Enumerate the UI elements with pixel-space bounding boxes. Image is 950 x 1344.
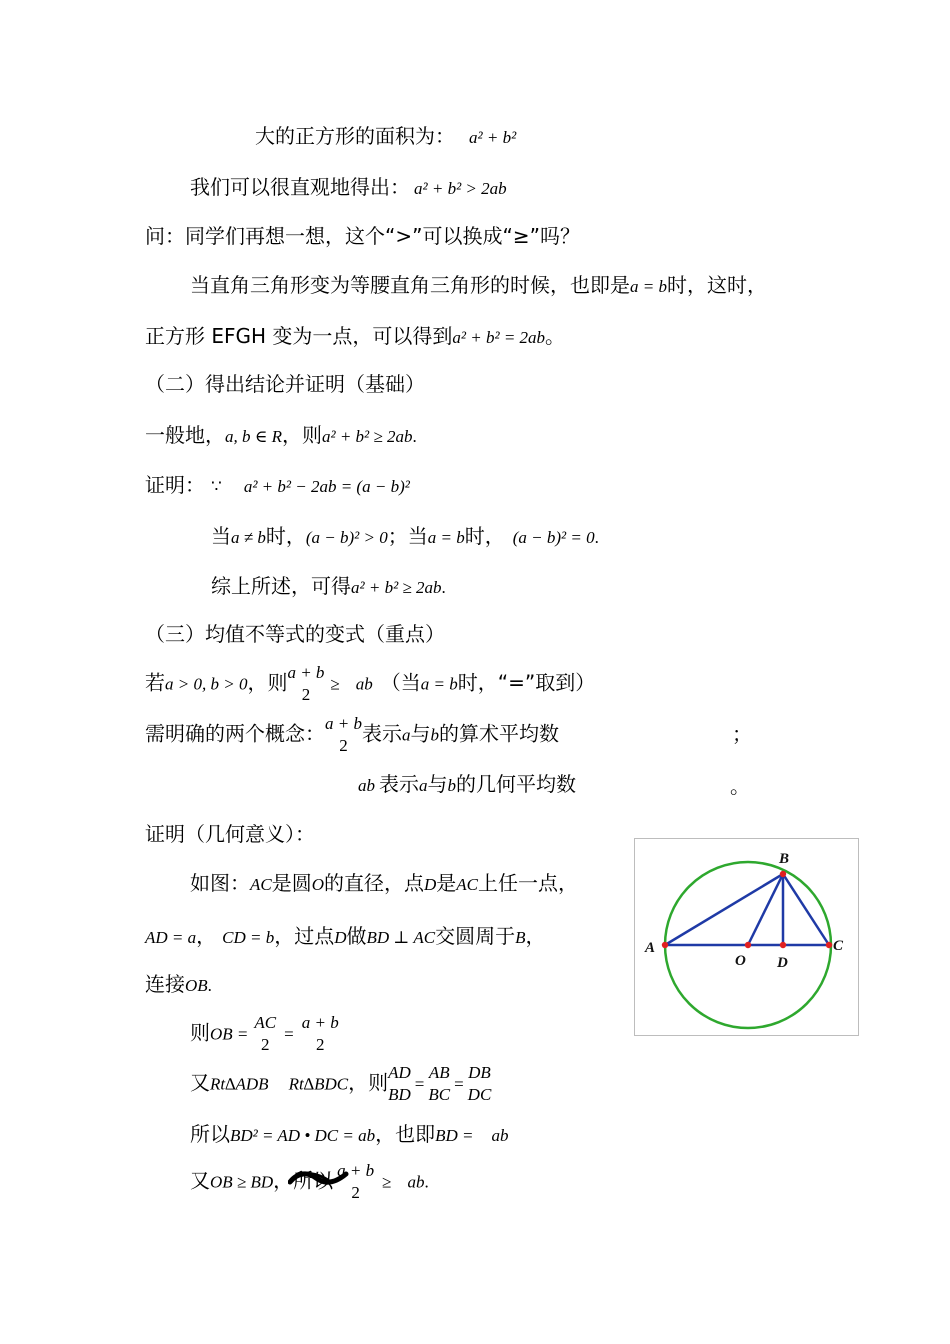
heading-text: （三）均值不等式的变式（重点） bbox=[145, 622, 445, 646]
geometric-proof-heading bbox=[145, 822, 315, 846]
arithmetic-mean-end bbox=[732, 722, 752, 746]
fraction-db-over-dc bbox=[468, 1062, 492, 1106]
ink-scribble bbox=[288, 1168, 350, 1190]
label-b: B bbox=[779, 851, 790, 867]
denominator: 2 bbox=[261, 1035, 270, 1054]
text: 表示 bbox=[361, 721, 402, 746]
text: 证明： bbox=[145, 473, 205, 497]
period: . bbox=[594, 528, 599, 547]
text: ，也即 bbox=[375, 1122, 436, 1146]
math-expression: Rt∆BDC bbox=[288, 1074, 349, 1094]
ob-equals-line bbox=[190, 1012, 339, 1056]
text: 是 bbox=[436, 871, 457, 895]
text: 我们可以很直观地得出： bbox=[190, 175, 410, 199]
math-expression: a = b bbox=[427, 528, 465, 547]
math-expression: a² + b² > 2ab bbox=[414, 179, 507, 198]
math-expression: a, b ∈ R bbox=[225, 427, 282, 446]
numerator: a + b bbox=[337, 1161, 375, 1180]
text: 如图： bbox=[190, 871, 250, 895]
sqrt-ab: ab bbox=[355, 674, 373, 694]
fraction-ad-over-bd bbox=[388, 1062, 411, 1106]
math-expression: a² + b² ≥ 2ab bbox=[321, 427, 413, 446]
point-d bbox=[780, 942, 786, 948]
case-analysis-line bbox=[211, 524, 599, 550]
math-expression: a² + b² − 2ab = (a − b)² bbox=[243, 477, 410, 496]
math-expression: a = b bbox=[420, 674, 458, 694]
math-expression: BD = bbox=[435, 1126, 474, 1145]
text: 的算术平均数 bbox=[438, 721, 559, 746]
similar-triangles-line bbox=[190, 1062, 491, 1106]
numerator: AB bbox=[428, 1063, 450, 1082]
heading-text: （二）得出结论并证明（基础） bbox=[145, 372, 425, 396]
point-c bbox=[826, 942, 832, 948]
math-expression: (a − b)² > 0 bbox=[305, 528, 388, 547]
circle-diagram bbox=[634, 838, 859, 1036]
denominator: 2 bbox=[315, 1035, 325, 1054]
equals-sign: = bbox=[454, 1074, 464, 1094]
text: 时， bbox=[464, 524, 505, 548]
text: ，过点 bbox=[274, 924, 335, 948]
math-expression: BD ⊥ AC bbox=[366, 928, 436, 947]
text: 是圆 bbox=[271, 871, 312, 895]
period: . bbox=[207, 976, 212, 995]
text: 大的正方形的面积为： bbox=[255, 124, 455, 148]
text: 的直径，点 bbox=[324, 871, 425, 895]
sqrt-ab: ab bbox=[491, 1126, 509, 1145]
point-o bbox=[745, 942, 751, 948]
math-expression: AD = a bbox=[145, 928, 197, 947]
section-heading-3 bbox=[145, 622, 445, 646]
text: 一般地， bbox=[145, 423, 225, 447]
text: 与 bbox=[427, 772, 448, 796]
fraction-ac-over-2 bbox=[254, 1012, 276, 1056]
text: 时，“=”取到） bbox=[457, 670, 596, 695]
math-expression: CD = b bbox=[222, 928, 275, 947]
text: 与 bbox=[410, 721, 431, 746]
math-expression: BD² = AD • DC = ab bbox=[230, 1126, 376, 1145]
text: ，则 bbox=[281, 423, 322, 447]
geq-symbol: ≥ bbox=[382, 1172, 392, 1192]
text: ，则 bbox=[348, 1070, 389, 1095]
full-stop: 。 bbox=[730, 774, 750, 798]
connect-ob-line bbox=[145, 972, 212, 998]
isosceles-case-line bbox=[190, 273, 767, 299]
math-expression: a ≠ b bbox=[231, 528, 266, 547]
fraction-a-plus-b-over-2 bbox=[302, 1012, 339, 1056]
geometric-mean-end bbox=[730, 774, 750, 798]
math-variable: B bbox=[515, 928, 526, 947]
numerator: a + b bbox=[325, 714, 362, 733]
geq-symbol: ≥ bbox=[330, 674, 340, 694]
sqrt-ab: ab bbox=[358, 776, 375, 795]
sqrt-ab: ab bbox=[407, 1172, 425, 1192]
geometric-mean-concept-line bbox=[358, 772, 576, 798]
text: 交圆周于 bbox=[435, 924, 516, 948]
text: 正方形 EFGH 变为一点，可以得到 bbox=[145, 324, 453, 348]
summary-line bbox=[211, 574, 446, 600]
math-expression: OB = bbox=[210, 1024, 249, 1044]
text: ，所以 bbox=[273, 1168, 334, 1193]
math-expression: Rt∆ADB bbox=[210, 1074, 269, 1094]
denominator: 2 bbox=[351, 1183, 360, 1202]
text: 连接 bbox=[145, 972, 185, 996]
text: 问：同学们再想一想，这个“>”可以换成“≥”吗？ bbox=[145, 224, 580, 248]
label-a: A bbox=[645, 940, 656, 956]
section-heading-2 bbox=[145, 372, 425, 396]
intuitive-conclusion-line bbox=[190, 175, 507, 201]
math-variable: a bbox=[419, 776, 428, 795]
text: 上任一点， bbox=[478, 871, 579, 895]
math-expression: a > 0, b > 0 bbox=[165, 674, 248, 694]
denominator: BD bbox=[388, 1085, 411, 1104]
text: 所以 bbox=[190, 1122, 230, 1146]
text: 时， bbox=[265, 524, 306, 548]
text: 则 bbox=[190, 1020, 210, 1045]
mean-inequality-line bbox=[145, 662, 595, 706]
text: 又 bbox=[190, 1070, 210, 1095]
construction-line bbox=[145, 924, 545, 950]
point-b bbox=[780, 871, 786, 877]
text: 若 bbox=[145, 670, 165, 695]
numerator: DB bbox=[468, 1063, 491, 1082]
math-variable: b bbox=[430, 725, 439, 745]
math-variable: a bbox=[401, 725, 411, 745]
text: 当直角三角形变为等腰直角三角形的时候，也即是 bbox=[190, 273, 630, 297]
label-c: C bbox=[833, 938, 844, 954]
text: 证明（几何意义）： bbox=[145, 822, 315, 846]
math-variable: AC bbox=[456, 875, 479, 894]
text: ， bbox=[196, 924, 217, 948]
math-expression: a = b bbox=[630, 277, 667, 296]
math-expression: a² + b² ≥ 2ab bbox=[351, 578, 442, 597]
denominator: BC bbox=[428, 1085, 451, 1104]
math-expression: a² + b² bbox=[469, 128, 517, 147]
text: 做 bbox=[346, 924, 367, 948]
point-a bbox=[662, 942, 668, 948]
numerator: AC bbox=[254, 1013, 277, 1032]
math-variable: AC bbox=[250, 875, 272, 894]
text: 当 bbox=[211, 524, 231, 548]
math-variable: D bbox=[334, 928, 347, 947]
period: . bbox=[412, 427, 417, 446]
semicolon: ； bbox=[732, 722, 752, 746]
square-point-line bbox=[145, 324, 565, 350]
arithmetic-mean-concept-line bbox=[145, 713, 559, 757]
math-expression: a² + b² = 2ab bbox=[452, 328, 546, 347]
math-variable: D bbox=[424, 875, 437, 894]
text: 又 bbox=[190, 1168, 210, 1193]
label-o: O bbox=[735, 953, 746, 969]
text: （当 bbox=[380, 670, 421, 695]
because-symbol: ∵ bbox=[211, 477, 222, 496]
math-expression: (a − b)² = 0 bbox=[512, 528, 595, 547]
math-variable: O bbox=[311, 875, 325, 894]
text: 。 bbox=[545, 324, 566, 348]
text: ， bbox=[525, 924, 546, 948]
area-large-square-line bbox=[255, 124, 516, 150]
label-d: D bbox=[777, 955, 788, 971]
period: . bbox=[424, 1172, 429, 1192]
question-line bbox=[145, 224, 580, 248]
text: 表示 bbox=[379, 772, 419, 796]
denominator: DC bbox=[467, 1085, 492, 1104]
period: . bbox=[441, 578, 446, 597]
general-statement-line bbox=[145, 423, 417, 449]
circle-diagram-svg bbox=[635, 839, 858, 1035]
bd-squared-line bbox=[190, 1122, 509, 1148]
equals-sign: = bbox=[284, 1024, 294, 1044]
proof-start-line bbox=[145, 473, 410, 499]
text: 需明确的两个概念： bbox=[145, 721, 325, 746]
fraction-ab-over-bc bbox=[428, 1062, 450, 1106]
text: ，则 bbox=[247, 670, 288, 695]
figure-description-line bbox=[190, 871, 578, 897]
text: 时，这时， bbox=[666, 273, 767, 297]
math-variable: b bbox=[447, 776, 456, 795]
fraction-a-plus-b-over-2 bbox=[287, 662, 324, 706]
text: ；当 bbox=[387, 524, 428, 548]
text: 综上所述，可得 bbox=[211, 574, 351, 598]
fraction-a-plus-b-over-2 bbox=[325, 713, 362, 757]
numerator: AD bbox=[388, 1063, 411, 1082]
math-variable: OB bbox=[185, 976, 208, 995]
denominator: 2 bbox=[301, 685, 311, 704]
denominator: 2 bbox=[339, 736, 348, 755]
numerator: a + b bbox=[301, 1013, 339, 1032]
math-expression: OB ≥ BD bbox=[210, 1172, 274, 1192]
equals-sign: = bbox=[414, 1074, 425, 1094]
text: 的几何平均数 bbox=[456, 772, 576, 796]
numerator: a + b bbox=[287, 663, 325, 682]
